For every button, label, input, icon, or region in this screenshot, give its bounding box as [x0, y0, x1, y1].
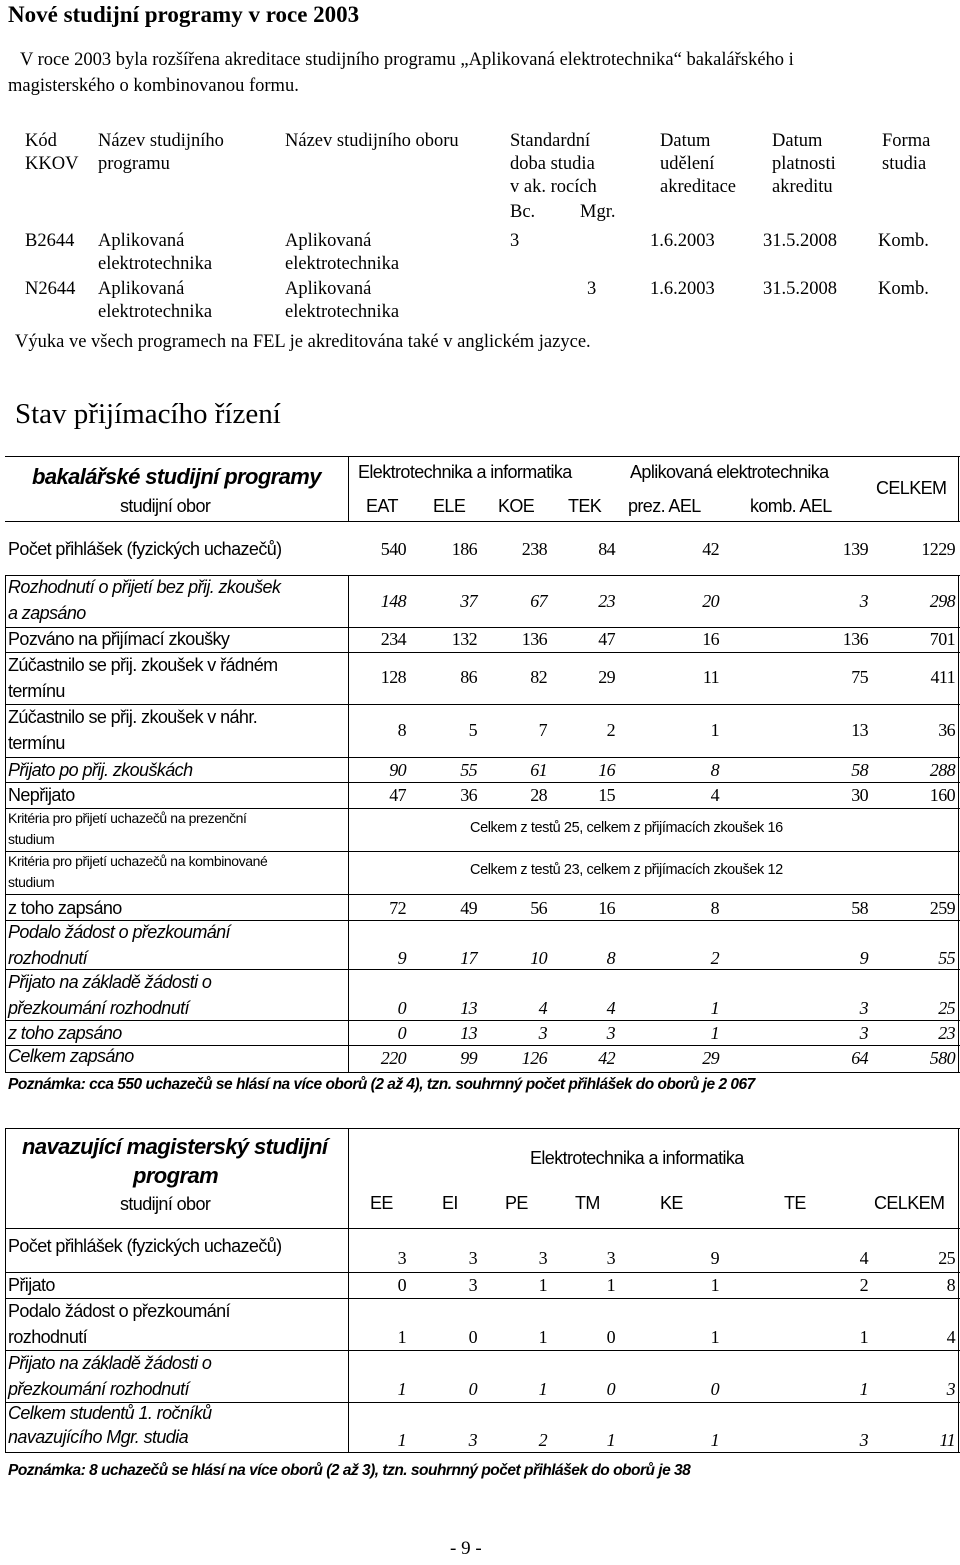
value-cell: 3	[859, 1430, 868, 1450]
value-cell: 3	[859, 591, 868, 611]
master-applications-label: Počet přihlášek (fyzických uchazečů)	[8, 1236, 282, 1256]
value-cell: 1	[710, 998, 719, 1018]
bachelor-title: bakalářské studijní programy	[32, 464, 321, 489]
row-criteria-combined-label-1: Kritéria pro přijetí uchazečů na kombinované	[8, 853, 268, 869]
col-master-total: CELKEM	[874, 1193, 945, 1213]
row-n2644-code: N2644	[25, 279, 76, 299]
value-cell: 1	[710, 1327, 719, 1347]
row-invited-label: Pozváno na přijímací zkoušky	[8, 629, 230, 649]
value-cell: 3	[468, 1430, 477, 1450]
value-cell: 47	[598, 629, 615, 649]
value-cell: 29	[598, 667, 615, 687]
header-program-name-2: programu	[98, 154, 170, 174]
row-n2644-field-2: elektrotechnika	[285, 302, 400, 322]
value-cell: 8	[606, 948, 615, 968]
value-cell: 58	[851, 898, 868, 918]
master-note: Poznámka: 8 uchazečů se hlásí na více oborů (2 až 3), tzn. souhrnný počet přihlášek do oborů je 38	[8, 1462, 691, 1479]
value-cell: 1	[606, 1430, 615, 1450]
value-cell: 10	[530, 948, 547, 968]
row-b2644-program-1: Aplikovaná	[98, 231, 185, 251]
value-cell: 25	[938, 998, 955, 1018]
value-cell: 56	[530, 898, 547, 918]
col-ei: EI	[442, 1193, 458, 1213]
value-cell: 67	[530, 591, 547, 611]
master-total-label-2: navazujícího Mgr. studia	[8, 1427, 189, 1447]
value-cell: 128	[380, 667, 406, 687]
header-grant-date-2: udělení	[660, 154, 715, 174]
value-cell: 1	[606, 1275, 615, 1295]
header-standard-2: doba studia	[510, 154, 595, 174]
value-cell: 64	[851, 1048, 868, 1068]
col-prez-ael: prez. AEL	[628, 496, 701, 516]
value-cell: 136	[842, 629, 868, 649]
page-number: - 9 -	[450, 1538, 482, 1559]
value-cell: 4	[859, 1248, 868, 1268]
master-group: Elektrotechnika a informatika	[530, 1148, 744, 1168]
value-cell: 29	[702, 1048, 719, 1068]
value-cell: 3	[538, 1023, 547, 1043]
col-eat: EAT	[366, 496, 398, 516]
value-cell: 0	[397, 998, 406, 1018]
header-standard-3: v ak. rocích	[510, 177, 597, 197]
value-cell: 4	[606, 998, 615, 1018]
value-cell: 136	[521, 629, 547, 649]
group-applied-electrical: Aplikovaná elektrotechnika	[630, 462, 829, 482]
header-grant-date-3: akreditace	[660, 177, 736, 197]
header-kod: Kód	[25, 131, 57, 151]
value-cell: 1	[397, 1430, 406, 1450]
value-cell: 2	[710, 948, 719, 968]
value-cell: 1	[710, 1023, 719, 1043]
value-cell: 3	[946, 1379, 955, 1399]
value-cell: 3	[468, 1248, 477, 1268]
row-b2644-field-1: Aplikovaná	[285, 231, 372, 251]
value-cell: 0	[606, 1327, 615, 1347]
row-criteria-combined-label-2: studium	[8, 874, 55, 890]
header-mgr: Mgr.	[580, 202, 616, 222]
header-valid-date-1: Datum	[772, 131, 823, 151]
value-cell: 82	[530, 667, 547, 687]
row-admit-without-exam-label-2: a zapsáno	[8, 603, 86, 623]
master-appeal-label-2: rozhodnutí	[8, 1327, 88, 1347]
col-tek: TEK	[568, 496, 602, 516]
value-cell: 1	[859, 1327, 868, 1347]
row-n2644-program-1: Aplikovaná	[98, 279, 185, 299]
header-kkov: KKOV	[25, 154, 79, 174]
value-cell: 1	[538, 1379, 547, 1399]
value-cell: 36	[938, 720, 955, 740]
value-cell: 8	[946, 1275, 955, 1295]
intro-line-2: magisterského o kombinovanou formu.	[8, 76, 299, 96]
value-cell: 4	[538, 998, 547, 1018]
value-cell: 47	[389, 785, 406, 805]
header-field-name: Název studijního oboru	[285, 131, 459, 151]
row-b2644-code: B2644	[25, 231, 75, 251]
value-cell: 72	[389, 898, 406, 918]
row-b2644-valid-date: 31.5.2008	[763, 231, 837, 251]
row-enrolled-appeal-label: z toho zapsáno	[8, 1023, 122, 1043]
value-cell: 11	[702, 667, 719, 687]
row-n2644-form: Komb.	[878, 279, 929, 299]
header-bc: Bc.	[510, 202, 536, 222]
value-cell: 9	[859, 948, 868, 968]
value-cell: 4	[710, 785, 719, 805]
heading-admission-status: Stav přijímacího řízení	[15, 398, 281, 430]
value-cell: 139	[842, 539, 868, 559]
value-cell: 0	[468, 1327, 477, 1347]
row-applications-label: Počet přihlášek (fyzických uchazečů)	[8, 539, 282, 559]
heading-new-programs: Nové studijní programy v roce 2003	[8, 2, 360, 27]
row-b2644-duration: 3	[510, 231, 520, 251]
value-cell: 3	[859, 998, 868, 1018]
value-cell: 42	[598, 1048, 615, 1068]
group-electrical-informatics: Elektrotechnika a informatika	[358, 462, 572, 482]
header-form-2: studia	[882, 154, 927, 174]
value-cell: 25	[938, 1248, 955, 1268]
value-cell: 9	[397, 948, 406, 968]
value-cell: 0	[606, 1379, 615, 1399]
value-cell: 1229	[921, 539, 955, 559]
row-b2644-program-2: elektrotechnika	[98, 254, 213, 274]
value-cell: 2	[859, 1275, 868, 1295]
row-n2644-grant-date: 1.6.2003	[650, 279, 715, 299]
col-ele: ELE	[433, 496, 466, 516]
value-cell: 3	[859, 1023, 868, 1043]
master-field-label: studijní obor	[120, 1194, 211, 1214]
row-b2644-grant-date: 1.6.2003	[650, 231, 715, 251]
header-standard-1: Standardní	[510, 131, 591, 151]
value-cell: 1	[710, 720, 719, 740]
row-b2644-form: Komb.	[878, 231, 929, 251]
value-cell: 11	[939, 1430, 955, 1450]
row-n2644-duration: 3	[587, 279, 597, 299]
master-admitted-appeal-label-2: přezkoumání rozhodnutí	[8, 1379, 189, 1399]
value-cell: 411	[930, 667, 955, 687]
master-admitted-label: Přijato	[8, 1275, 55, 1295]
value-cell: 8	[710, 898, 719, 918]
header-valid-date-2: platnosti	[772, 154, 836, 174]
value-cell: 186	[451, 539, 477, 559]
value-cell: 3	[606, 1023, 615, 1043]
header-valid-date-3: akreditu	[772, 177, 833, 197]
value-cell: 4	[946, 1327, 955, 1347]
value-cell: 2	[538, 1430, 547, 1450]
value-cell: 37	[460, 591, 477, 611]
value-cell: 1	[538, 1327, 547, 1347]
value-cell: 580	[929, 1048, 955, 1068]
value-cell: 84	[598, 539, 615, 559]
value-cell: 1	[859, 1379, 868, 1399]
value-cell: 16	[702, 629, 719, 649]
master-title-1: navazující magisterský studijní	[22, 1134, 328, 1159]
value-cell: 1	[397, 1327, 406, 1347]
row-admitted-appeal-label-1: Přijato na základě žádosti o	[8, 972, 212, 992]
row-attended-alt-label-1: Zúčastnilo se přij. zkoušek v náhr.	[8, 707, 258, 727]
master-appeal-label-1: Podalo žádost o přezkoumání	[8, 1301, 230, 1321]
value-cell: 9	[710, 1248, 719, 1268]
row-n2644-program-2: elektrotechnika	[98, 302, 213, 322]
master-title-2: program	[133, 1163, 219, 1188]
value-cell: 259	[929, 898, 955, 918]
value-cell: 701	[929, 629, 955, 649]
header-grant-date-1: Datum	[660, 131, 711, 151]
value-cell: 17	[460, 948, 477, 968]
value-cell: 0	[710, 1379, 719, 1399]
value-cell: 132	[451, 629, 477, 649]
master-admitted-appeal-label-1: Přijato na základě žádosti o	[8, 1353, 212, 1373]
col-ee: EE	[370, 1193, 393, 1213]
value-cell: 99	[460, 1048, 477, 1068]
value-cell: 55	[460, 760, 477, 780]
row-criteria-combined-text: Celkem z testů 23, celkem z přijímacích zkoušek 12	[470, 862, 783, 878]
value-cell: 7	[538, 720, 547, 740]
value-cell: 13	[851, 720, 868, 740]
value-cell: 1	[397, 1379, 406, 1399]
value-cell: 148	[380, 591, 406, 611]
value-cell: 540	[380, 539, 406, 559]
value-cell: 55	[938, 948, 955, 968]
row-criteria-fulltime-label-2: studium	[8, 831, 55, 847]
value-cell: 238	[521, 539, 547, 559]
header-total: CELKEM	[876, 478, 947, 498]
value-cell: 23	[598, 591, 615, 611]
value-cell: 2	[606, 720, 615, 740]
master-total-label-1: Celkem studentů 1. ročníků	[8, 1403, 212, 1423]
row-appeal-label-1: Podalo žádost o přezkoumání	[8, 922, 230, 942]
row-attended-alt-label-2: termínu	[8, 733, 65, 753]
row-total-enrolled-label: Celkem zapsáno	[8, 1046, 134, 1066]
value-cell: 0	[397, 1023, 406, 1043]
row-admitted-appeal-label-2: přezkoumání rozhodnutí	[8, 998, 189, 1018]
row-criteria-fulltime-text: Celkem z testů 25, celkem z přijímacích zkoušek 16	[470, 820, 783, 836]
value-cell: 5	[468, 720, 477, 740]
value-cell: 23	[938, 1023, 955, 1043]
row-n2644-valid-date: 31.5.2008	[763, 279, 837, 299]
value-cell: 298	[929, 591, 955, 611]
value-cell: 234	[380, 629, 406, 649]
accreditation-note: Výuka ve všech programech na FEL je akreditována také v anglickém jazyce.	[15, 332, 591, 352]
row-enrolled-label: z toho zapsáno	[8, 898, 122, 918]
row-criteria-fulltime-label-1: Kritéria pro přijetí uchazečů na prezenční	[8, 810, 247, 826]
value-cell: 36	[460, 785, 477, 805]
value-cell: 28	[530, 785, 547, 805]
intro-line-1: V roce 2003 byla rozšířena akreditace studijního programu „Aplikovaná elektrotechnika“ bakalářského i	[20, 50, 794, 70]
value-cell: 49	[460, 898, 477, 918]
row-attended-regular-label-1: Zúčastnilo se přij. zkoušek v řádném	[8, 655, 278, 675]
value-cell: 126	[521, 1048, 547, 1068]
row-admit-without-exam-label-1: Rozhodnutí o přijetí bez přij. zkoušek	[8, 577, 281, 597]
value-cell: 42	[702, 539, 719, 559]
value-cell: 288	[929, 760, 955, 780]
value-cell: 20	[702, 591, 719, 611]
header-program-name-1: Název studijního	[98, 131, 224, 151]
value-cell: 16	[598, 898, 615, 918]
row-b2644-field-2: elektrotechnika	[285, 254, 400, 274]
col-komb-ael: komb. AEL	[750, 496, 832, 516]
row-admitted-label: Přijato po přij. zkouškách	[8, 760, 193, 780]
value-cell: 3	[606, 1248, 615, 1268]
row-attended-regular-label-2: termínu	[8, 681, 65, 701]
header-form-1: Forma	[882, 131, 931, 151]
value-cell: 0	[468, 1379, 477, 1399]
col-koe: KOE	[498, 496, 535, 516]
col-te: TE	[784, 1193, 806, 1213]
value-cell: 16	[598, 760, 615, 780]
value-cell: 30	[851, 785, 868, 805]
value-cell: 220	[380, 1048, 406, 1068]
row-n2644-field-1: Aplikovaná	[285, 279, 372, 299]
value-cell: 13	[460, 1023, 477, 1043]
row-appeal-label-2: rozhodnutí	[8, 948, 88, 968]
value-cell: 8	[397, 720, 406, 740]
value-cell: 0	[397, 1275, 406, 1295]
value-cell: 1	[710, 1275, 719, 1295]
col-ke: KE	[660, 1193, 683, 1213]
value-cell: 61	[530, 760, 547, 780]
col-pe: PE	[505, 1193, 528, 1213]
value-cell: 15	[598, 785, 615, 805]
value-cell: 1	[538, 1275, 547, 1295]
value-cell: 8	[710, 760, 719, 780]
value-cell: 86	[460, 667, 477, 687]
col-tm: TM	[575, 1193, 600, 1213]
bachelor-note: Poznámka: cca 550 uchazečů se hlásí na více oborů (2 až 4), tzn. souhrnný počet přihlášek do oborů je 2 067	[8, 1076, 755, 1093]
value-cell: 160	[929, 785, 955, 805]
value-cell: 90	[389, 760, 406, 780]
value-cell: 3	[468, 1275, 477, 1295]
row-rejected-label: Nepřijato	[8, 785, 75, 805]
value-cell: 58	[851, 760, 868, 780]
value-cell: 3	[538, 1248, 547, 1268]
value-cell: 1	[710, 1430, 719, 1450]
value-cell: 75	[851, 667, 868, 687]
field-label: studijní obor	[120, 496, 211, 516]
value-cell: 3	[397, 1248, 406, 1268]
value-cell: 13	[460, 998, 477, 1018]
